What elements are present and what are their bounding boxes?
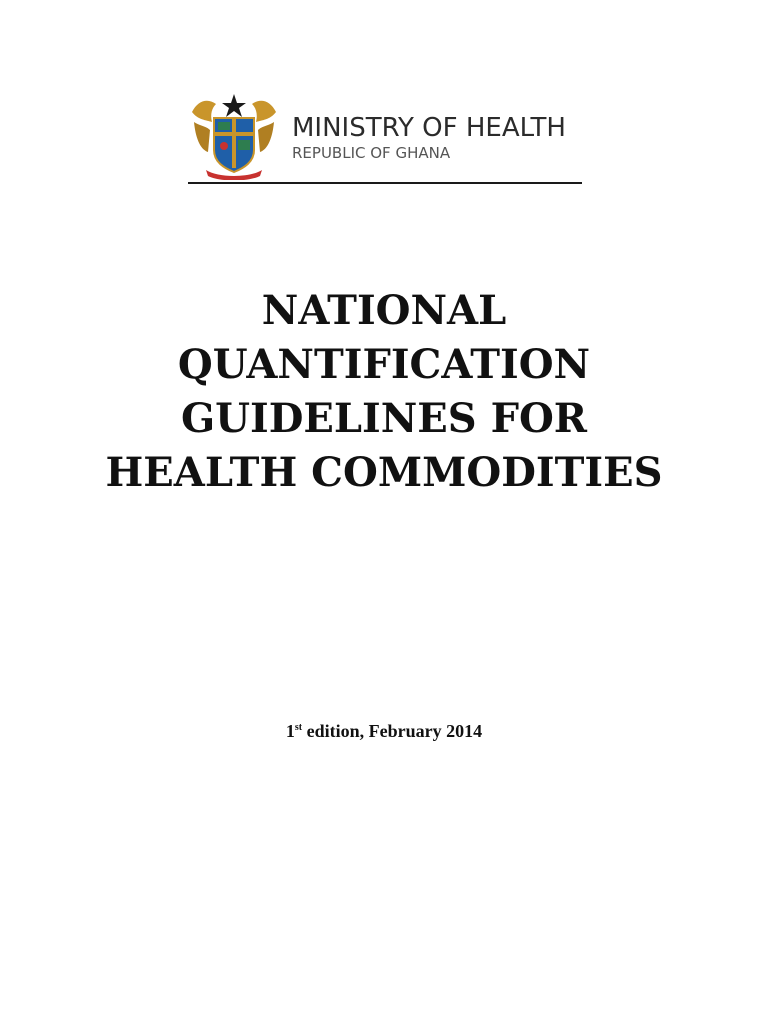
title-line-1: NATIONAL xyxy=(261,287,507,334)
title-line-2: QUANTIFICATION xyxy=(177,341,591,388)
coat-of-arms-icon xyxy=(188,92,280,180)
edition-date: edition, February 2014 xyxy=(302,721,483,741)
edition-number: 1 xyxy=(285,721,295,741)
edition-ordinal-suffix: st xyxy=(294,722,303,733)
ministry-subtitle: REPUBLIC OF GHANA xyxy=(292,144,451,162)
ministry-header xyxy=(188,88,582,184)
title-line-4: HEALTH COMMODITIES xyxy=(105,449,663,496)
ministry-name: MINISTRY OF HEALTH xyxy=(292,113,566,143)
document-title xyxy=(0,284,768,500)
title-line-3: GUIDELINES FOR xyxy=(180,395,588,442)
edition-line xyxy=(0,720,768,742)
header-divider xyxy=(188,182,582,184)
